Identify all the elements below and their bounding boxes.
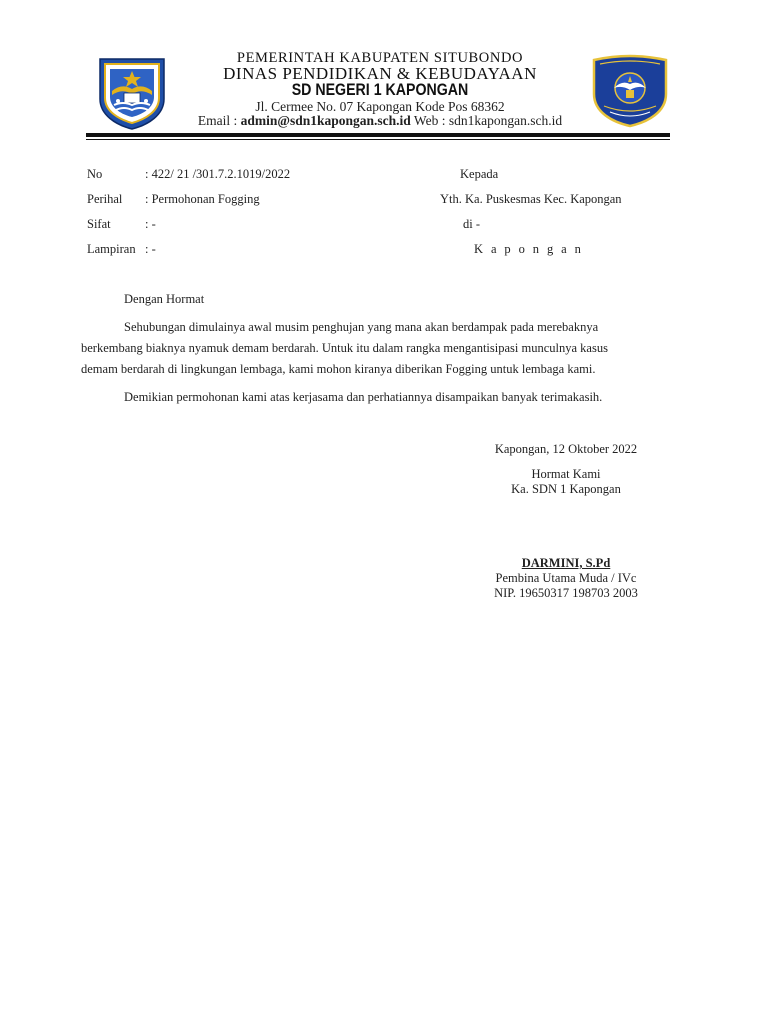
sifat-value: : -	[145, 217, 156, 231]
signatory-nip: NIP. 19650317 198703 2003	[494, 586, 638, 600]
letterhead-divider-thin	[86, 139, 670, 140]
kabupaten-situbondo-crest-icon	[96, 55, 168, 131]
paragraph-1-line-2: berkembang biaknya nyamuk demam berdarah. Untuk itu dalam rangka mengantisipasi munculnya kasus	[81, 341, 608, 355]
perihal-value: : Permohonan Fogging	[145, 192, 260, 206]
sifat-label: Sifat	[87, 217, 111, 231]
place-date: Kapongan, 12 Oktober 2022	[494, 442, 638, 456]
tut-wuri-handayani-emblem-icon	[590, 54, 670, 128]
web-label: Web :	[410, 113, 449, 128]
paragraph-1-line-1: Sehubungan dimulainya awal musim penghujan yang mana akan berdampak pada merebaknya	[124, 320, 599, 334]
letterhead-contact	[170, 113, 590, 129]
website: sdn1kapongan.sch.id	[448, 113, 563, 128]
greeting: Dengan Hormat	[124, 292, 205, 306]
signatory-position: Ka. SDN 1 Kapongan	[511, 482, 621, 496]
email-address: admin@sdn1kapongan.sch.id	[240, 113, 411, 128]
recipient-addressee: Yth. Ka. Puskesmas Kec. Kapongan	[440, 192, 622, 206]
signatory-rank: Pembina Utama Muda / IVc	[495, 571, 637, 585]
recipient-di: di -	[463, 217, 481, 231]
recipient-place: K a p o n g a n	[474, 242, 584, 256]
letterhead-address: Jl. Cermee No. 07 Kapongan Kode Pos 68362	[255, 99, 505, 114]
no-label: No	[87, 167, 103, 181]
letterhead-agency: DINAS PENDIDIKAN & KEBUDAYAAN	[223, 64, 537, 83]
lampiran-label: Lampiran	[87, 242, 136, 256]
letterhead-government: PEMERINTAH KABUPATEN SITUBONDO	[236, 50, 524, 66]
letterhead-school-name: SD NEGERI 1 KAPONGAN	[291, 81, 469, 99]
closing: Hormat Kami	[531, 467, 601, 481]
paragraph-1-line-3: demam berdarah di lingkungan lembaga, kami mohon kiranya diberikan Fogging untuk lembaga kami.	[81, 362, 596, 376]
lampiran-value: : -	[145, 242, 156, 256]
letterhead-divider-thick	[86, 133, 670, 137]
no-value: : 422/ 21 /301.7.2.1019/2022	[145, 167, 291, 181]
email-label: Email :	[197, 113, 241, 128]
signatory-name: DARMINI, S.Pd	[521, 556, 611, 570]
kepada-label: Kepada	[460, 167, 499, 181]
perihal-label: Perihal	[87, 192, 123, 206]
paragraph-2: Demikian permohonan kami atas kerjasama dan perhatiannya disampaikan banyak terimakasih.	[124, 390, 603, 404]
